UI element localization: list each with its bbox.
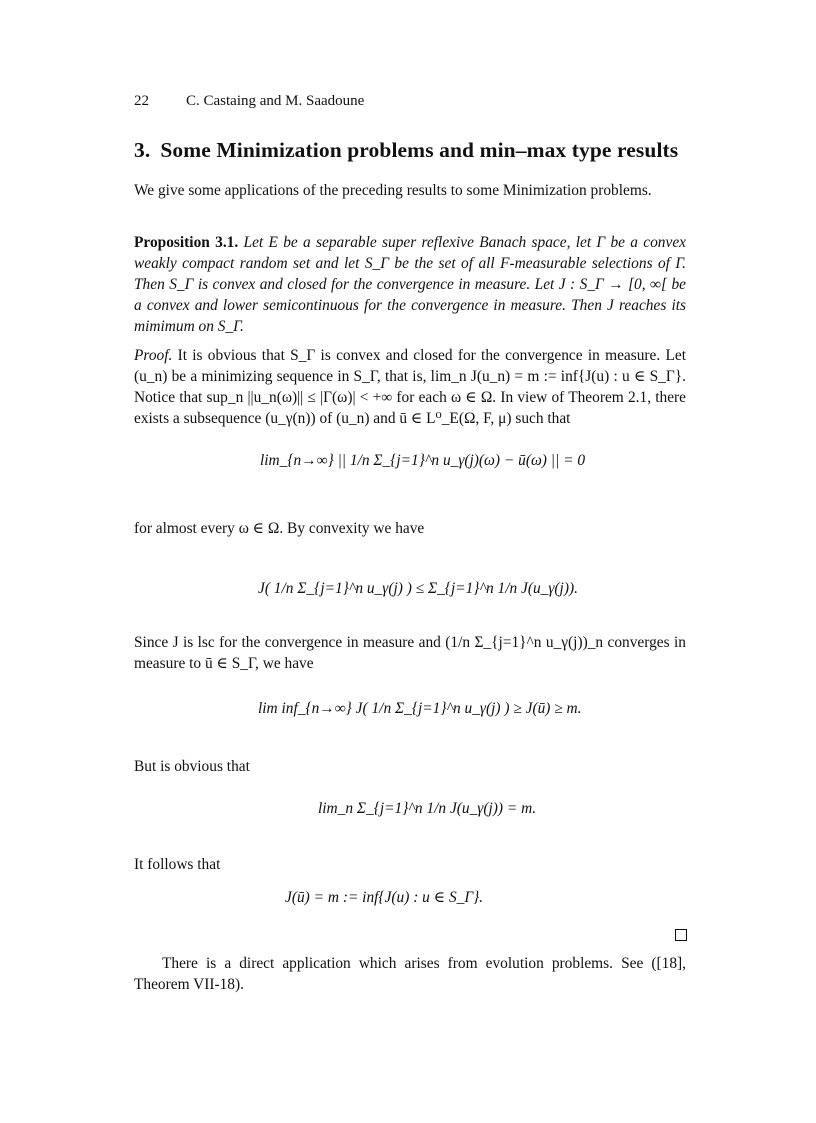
equation-4: [318, 800, 718, 818]
proof-text: It is obvious that S_Γ is convex and closed for the convergence in measure. Let (u_n) be a minimizing sequence in S_Γ, that is, lim_n J(u_n) = m := inf{J(u) : u ∈ S_Γ}. Notice that sup_n ||u_n(ω)|| ≤ |Γ(ω)| < +∞ for each ω ∈ Ω. In view of Theorem 2.1, there exists a subsequence (u_γ(n)) of (u_n) and ū ∈ L⁰_E(Ω, F, μ) such that: [134, 347, 686, 427]
equation-4-text: lim_n Σ_{j=1}^n 1/n J(u_γ(j)) = m.: [318, 800, 537, 817]
proof-after-eq3: But is obvious that: [134, 758, 250, 775]
equation-1-text: lim_{n→∞} || 1/n Σ_{j=1}^n u_γ(j)(ω) − ū(ω) || = 0: [260, 452, 586, 469]
proof-label: Proof.: [134, 347, 173, 364]
equation-5: [285, 888, 705, 907]
equation-3: [258, 700, 728, 718]
running-head: [134, 93, 364, 110]
proof-after-eq2: Since J is lsc for the convergence in measure and (1/n Σ_{j=1}^n u_γ(j))_n converges in measure to ū ∈ S_Γ, we have: [134, 634, 686, 672]
proof-paragraph: [134, 345, 686, 429]
proposition-label: Proposition 3.1.: [134, 234, 239, 251]
qed-square-icon: [675, 929, 687, 941]
page-number: 22: [134, 93, 149, 109]
section-heading: [134, 138, 678, 163]
equation-2-text: J( 1/n Σ_{j=1}^n u_γ(j) ) ≤ Σ_{j=1}^n 1/n J(u_γ(j)).: [258, 580, 578, 597]
equation-5-text: J(ū) = m := inf{J(u) : u ∈ S_Γ}.: [285, 889, 484, 906]
equation-3-text: lim inf_{n→∞} J( 1/n Σ_{j=1}^n u_γ(j) ) ≥ J(ū) ≥ m.: [258, 700, 582, 717]
section-number: 3.: [134, 138, 151, 162]
proof-after-eq1: for almost every ω ∈ Ω. By convexity we have: [134, 520, 425, 537]
section-title: Some Minimization problems and min–max type results: [160, 138, 679, 162]
equation-1: [260, 452, 720, 470]
authors: C. Castaing and M. Saadoune: [186, 93, 365, 109]
equation-2: [258, 580, 728, 598]
closing-paragraph: There is a direct application which arises from evolution problems. See ([18], Theorem VII-18).: [134, 955, 686, 993]
proposition-text: Let E be a separable super reflexive Banach space, let Γ be a convex weakly compact random set and let S_Γ be the set of all F-measurable selections of Γ. Then S_Γ is convex and closed for the convergence in measure. Let J : S_Γ → [0, ∞[ be a convex and lower semicontinuous for the convergence in measure. Then J reaches its mimimum on S_Γ.: [134, 234, 686, 335]
proposition: [134, 232, 686, 337]
intro-paragraph: We give some applications of the preceding results to some Minimization problems.: [134, 182, 652, 199]
proof-after-eq4: It follows that: [134, 856, 221, 873]
